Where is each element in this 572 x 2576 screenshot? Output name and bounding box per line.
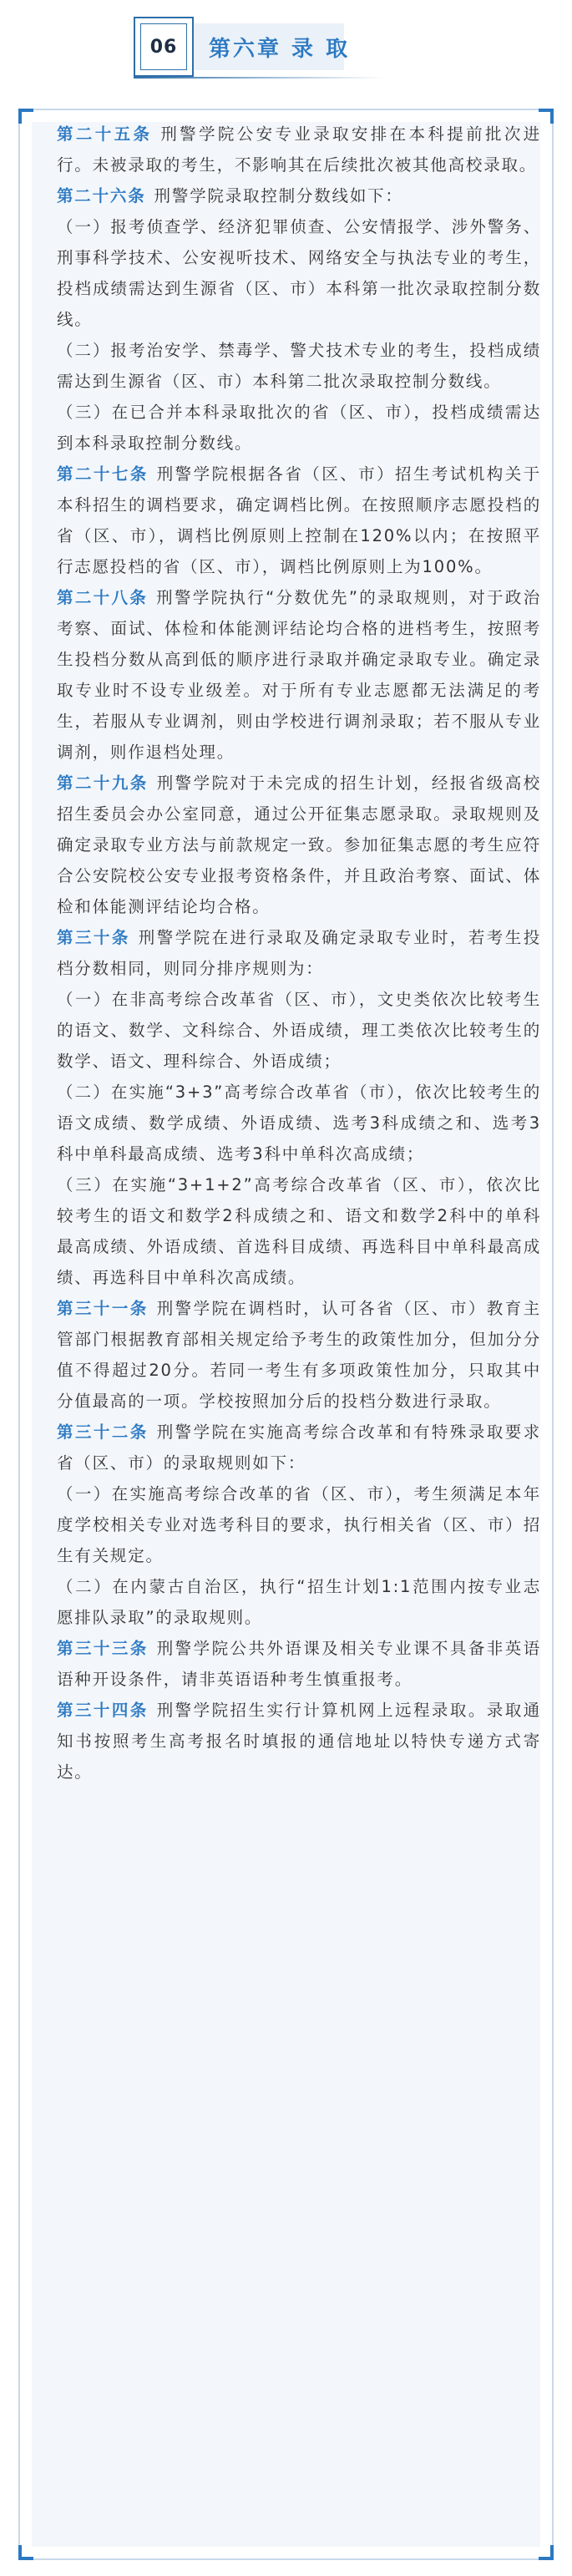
article-paragraph-first — [57, 180, 541, 211]
article-text: （二）报考治安学、禁毒学、警犬技术专业的考生，投档成绩需达到生源省（区、市）本科第二批次录取控制分数线。 — [57, 341, 541, 391]
article-paragraph-first — [57, 768, 541, 922]
chapter-number: 06 — [140, 23, 187, 70]
article-text: 刑警学院在调档时，认可各省（区、市）教育主管部门根据教育部相关规定给予考生的政策性加分，但加分分值不得超过20分。若同一考生有多项政策性加分，只取其中分值最高的一项。学校按照加分后的投档分数进行录取。 — [57, 1299, 541, 1411]
article-block — [57, 1633, 541, 1695]
article-label: 第二十七条 — [57, 464, 149, 484]
article-paragraph-first — [57, 922, 541, 984]
article-text: （二）在内蒙古自治区，执行“招生计划1:1范围内按专业志愿排队录取”的录取规则。 — [57, 1577, 541, 1627]
article-label: 第三十一条 — [57, 1299, 149, 1318]
article-block — [57, 1293, 541, 1417]
chapter-title: 第六章 录 取 — [209, 36, 351, 62]
article-text: （一）在非高考综合改革省（区、市），文史类依次比较考生的语文、数学、文科综合、外语成绩，理工类依次比较考生的数学、语文、理科综合、外语成绩； — [57, 990, 541, 1071]
article-label: 第三十二条 — [57, 1422, 149, 1442]
article-text: 刑警学院在实施高考综合改革和有特殊录取要求省（区、市）的录取规则如下： — [57, 1422, 541, 1473]
article-paragraph-first — [57, 582, 541, 768]
article-block — [57, 1417, 541, 1633]
article-text: （三）在实施“3+1+2”高考综合改革省（区、市），依次比较考生的语文和数学2科成绩之和、语文和数学2科中的单科最高成绩、外语成绩、首选科目成绩、再选科目中单科最高成绩、再选科目中单科次高成绩。 — [57, 1175, 541, 1287]
article-label: 第三十四条 — [57, 1701, 149, 1720]
articles-list — [57, 119, 541, 1787]
article-paragraph-first — [57, 119, 541, 180]
article-paragraph — [57, 1478, 541, 1571]
article-paragraph — [57, 1077, 541, 1169]
article-text: （三）在已合并本科录取批次的省（区、市），投档成绩需达到本科录取控制分数线。 — [57, 403, 541, 453]
article-label: 第二十六条 — [57, 186, 146, 205]
article-block — [57, 768, 541, 922]
article-text: 刑警学院录取控制分数线如下： — [154, 186, 403, 205]
article-text: 刑警学院公共外语课及相关专业课不具备非英语语种开设条件，请非英语语种考生慎重报考。 — [57, 1639, 541, 1689]
article-text: （一）在实施高考综合改革的省（区、市），考生须满足本年度学校相关专业对选考科目的要求，执行相关省（区、市）招生有关规定。 — [57, 1484, 541, 1565]
content-frame — [18, 109, 554, 2560]
article-paragraph — [57, 335, 541, 397]
article-paragraph-first — [57, 1417, 541, 1478]
article-text: 刑警学院在进行录取及确定录取专业时，若考生投档分数相同，则同分排序规则为： — [57, 928, 541, 978]
frame-corner-bottom-left — [18, 2545, 33, 2560]
header-divider — [134, 77, 384, 79]
chapter-header — [0, 0, 572, 100]
article-text: 刑警学院对于未完成的招生计划，经报省级高校招生委员会办公室同意，通过公开征集志愿录取。录取规则及确定录取专业方法与前款规定一致。参加征集志愿的考生应符合公安院校公安专业报考资格条件，并且政治考察、面试、体检和体能测评结论均合格。 — [57, 773, 541, 916]
article-block — [57, 459, 541, 582]
article-label: 第二十八条 — [57, 588, 149, 607]
article-paragraph — [57, 1571, 541, 1633]
chapter-title-bar — [194, 23, 351, 70]
article-paragraph-first — [57, 459, 541, 582]
article-text: 刑警学院根据各省（区、市）招生考试机构关于本科招生的调档要求，确定调档比例。在按照顺序志愿投档的省（区、市），调档比例原则上控制在120%以内；在按照平行志愿投档的省（区、市），调档比例原则上为100%。 — [57, 464, 541, 576]
article-label: 第二十九条 — [57, 773, 149, 793]
article-paragraph — [57, 1169, 541, 1293]
article-block — [57, 1695, 541, 1787]
article-block — [57, 582, 541, 768]
article-text: 刑警学院招生实行计算机网上远程录取。录取通知书按照考生高考报名时填报的通信地址以特快专递方式寄达。 — [57, 1701, 541, 1782]
frame-corner-bottom-right — [539, 2545, 554, 2560]
article-text: （一）报考侦查学、经济犯罪侦查、公安情报学、涉外警务、刑事科学技术、公安视听技术、网络安全与执法专业的考生，投档成绩需达到生源省（区、市）本科第一批次录取控制分数线。 — [57, 217, 541, 329]
article-paragraph — [57, 211, 541, 335]
article-text: （二）在实施“3+3”高考综合改革省（市），依次比较考生的语文成绩、数学成绩、外语成绩、选考3科成绩之和、选考3科中单科最高成绩、选考3科中单科次高成绩； — [57, 1083, 541, 1164]
article-text: 刑警学院公安专业录取安排在本科提前批次进行。未被录取的考生，不影响其在后续批次被其他高校录取。 — [57, 124, 541, 175]
article-label: 第二十五条 — [57, 124, 153, 144]
chapter-number-box — [134, 17, 194, 77]
article-text: 刑警学院执行“分数优先”的录取规则，对于政治考察、面试、体检和体能测评结论均合格的进档考生，按照考生投档分数从高到低的顺序进行录取并确定录取专业。确定录取专业时不设专业级差。对于所有专业志愿都无法满足的考生，若服从专业调剂，则由学校进行调剂录取；若不服从专业调剂，则作退档处理。 — [57, 588, 541, 762]
article-label: 第三十三条 — [57, 1639, 149, 1658]
article-block — [57, 180, 541, 459]
article-block — [57, 922, 541, 1293]
article-paragraph — [57, 397, 541, 459]
article-paragraph-first — [57, 1633, 541, 1695]
article-label: 第三十条 — [57, 928, 130, 947]
article-paragraph-first — [57, 1293, 541, 1417]
article-paragraph — [57, 984, 541, 1077]
article-paragraph-first — [57, 1695, 541, 1787]
article-block — [57, 119, 541, 180]
